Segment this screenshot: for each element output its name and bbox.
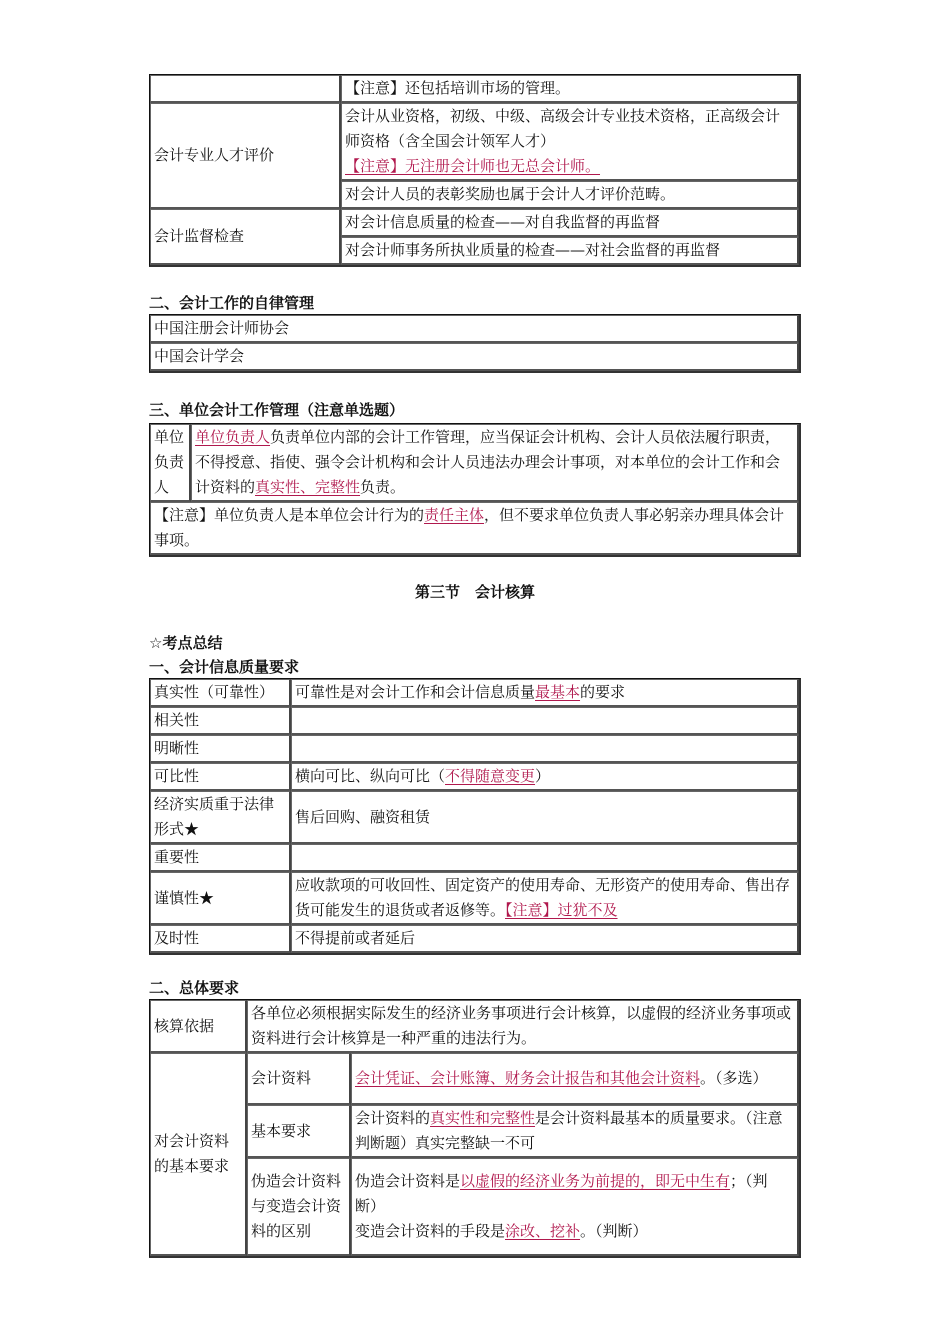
unit-management-table [149, 423, 801, 557]
alteration-text: 。（判断） [580, 1222, 648, 1240]
quality-text: 可靠性是对会计工作和会计信息质量 [295, 683, 536, 701]
req-key: 对会计资料的基本要求 [150, 1053, 247, 1256]
cell-talent-awards: 对会计人员的表彰奖励也属于会计人才评价范畴。 [341, 181, 799, 209]
req-row-key: 伪造会计资料与变造会计资料的区别 [247, 1158, 351, 1256]
basic-text: 会计资料的 [355, 1109, 431, 1127]
quality-table [149, 678, 801, 955]
quality-key: 相关性 [150, 707, 291, 735]
unit-head-duty-end: 负责。 [360, 478, 406, 496]
quality-text: ） [535, 767, 551, 785]
heading-overall-requirements: 二、总体要求 [149, 979, 240, 997]
alteration-highlight: 涂改、挖补 [505, 1222, 581, 1240]
section-title: 第三节 会计核算 [414, 583, 535, 601]
cell-empty [150, 75, 341, 103]
basic-text: 是会计资料最基本的质量要求。（注意判断题）真实完整缺一不可 [355, 1109, 783, 1152]
cell-supervision-a: 对会计信息质量的检查——对自我监督的再监督 [341, 209, 799, 237]
req-row-value [351, 1105, 799, 1158]
responsibility-highlight: 责任主体 [424, 506, 485, 524]
cell-asc: 中国会计学会 [150, 343, 799, 371]
materials-text: 。（多选） [700, 1069, 768, 1087]
cell-supervision-b: 对会计师事务所执业质量的检查——对社会监督的再监督 [341, 237, 799, 265]
quality-value [291, 844, 799, 872]
summary-label: ☆考点总结 [149, 634, 223, 652]
quality-key: 经济实质重于法律形式★ [150, 791, 291, 844]
quality-text: 应收款项的可收回性、固定资产的使用寿命、无形资产的使用寿命、售出存货可能发生的退货或者返修等。 [295, 876, 791, 919]
req-row-key: 基本要求 [247, 1105, 351, 1158]
quality-value: 不得提前或者延后 [291, 925, 799, 953]
note-text-2: ，但不要求单位负责人事必躬亲办理具体会计事项。 [154, 506, 785, 549]
alteration-text: 变造会计资料的手段是 [355, 1222, 506, 1240]
forgery-text: 伪造会计资料是 [355, 1172, 461, 1190]
quality-value [291, 679, 799, 707]
req-row-value [351, 1053, 799, 1105]
heading-unit-management: 三、单位会计工作管理（注意单选题） [149, 401, 405, 419]
quality-key: 真实性（可靠性） [150, 679, 291, 707]
note-text-1: 【注意】单位负责人是本单位会计行为的 [154, 506, 425, 524]
heading-self-regulation: 二、会计工作的自律管理 [149, 294, 315, 312]
authenticity-highlight: 真实性、完整性 [255, 478, 361, 496]
req-row-value [351, 1158, 799, 1256]
unit-head-highlight: 单位负责人 [195, 428, 271, 446]
quality-highlight: 最基本 [535, 683, 581, 701]
cell-cicpa: 中国注册会计师协会 [150, 315, 799, 343]
basis-value: 各单位必须根据实际发生的经济业务事项进行会计核算，以虚假的经济业务事项或资料进行会计核算是一种严重的违法行为。 [247, 1000, 799, 1053]
quality-key: 明晰性 [150, 735, 291, 763]
quality-value [291, 872, 799, 925]
self-regulation-table [149, 314, 801, 373]
heading-quality-requirements: 一、会计信息质量要求 [149, 658, 300, 676]
basic-highlight: 真实性和完整性 [430, 1109, 536, 1127]
unit-head-duty-text: 负责单位内部的会计工作管理，应当保证会计机构、会计人员依法履行职责，不得授意、指使、强令会计机构和会计人员违法办理会计事项，对本单位的会计工作和会计资料的 [195, 428, 781, 496]
forgery-highlight: 以虚假的经济业务为前提的，即无中生有 [460, 1172, 731, 1190]
cell-unit-head-note [150, 502, 799, 555]
quality-key: 重要性 [150, 844, 291, 872]
quality-value [291, 763, 799, 791]
quality-key: 及时性 [150, 925, 291, 953]
talent-qualifications-text: 会计从业资格，初级、中级、高级会计专业技术资格，正高级会计师资格（含全国会计领军人才） [345, 107, 781, 150]
quality-key: 可比性 [150, 763, 291, 791]
cell-unit-head-label: 单位负责人 [150, 424, 191, 502]
cell-unit-head-duty [191, 424, 799, 502]
training-table [149, 74, 801, 267]
req-row-key: 会计资料 [247, 1053, 351, 1105]
materials-highlight: 会计凭证、会计账簿、财务会计报告和其他会计资料 [355, 1069, 701, 1087]
basis-key: 核算依据 [150, 1000, 247, 1053]
talent-note-highlight: 【注意】无注册会计师也无总会计师。 [345, 157, 601, 175]
quality-text: 的要求 [580, 683, 626, 701]
quality-text: 横向可比、纵向可比（ [295, 767, 446, 785]
cell-talent-qualifications [341, 103, 799, 181]
overall-table [149, 999, 801, 1258]
quality-highlight: 【注意】过犹不及 [505, 901, 618, 919]
quality-value: 售后回购、融资租赁 [291, 791, 799, 844]
quality-value [291, 735, 799, 763]
cell-training-note: 【注意】还包括培训市场的管理。 [341, 75, 799, 103]
quality-highlight: 不得随意变更 [445, 767, 536, 785]
quality-value [291, 707, 799, 735]
quality-key: 谨慎性★ [150, 872, 291, 925]
forgery-text: ；（判断） [355, 1172, 768, 1215]
row-label-talent-eval: 会计专业人才评价 [150, 103, 341, 209]
row-label-supervision: 会计监督检查 [150, 209, 341, 265]
